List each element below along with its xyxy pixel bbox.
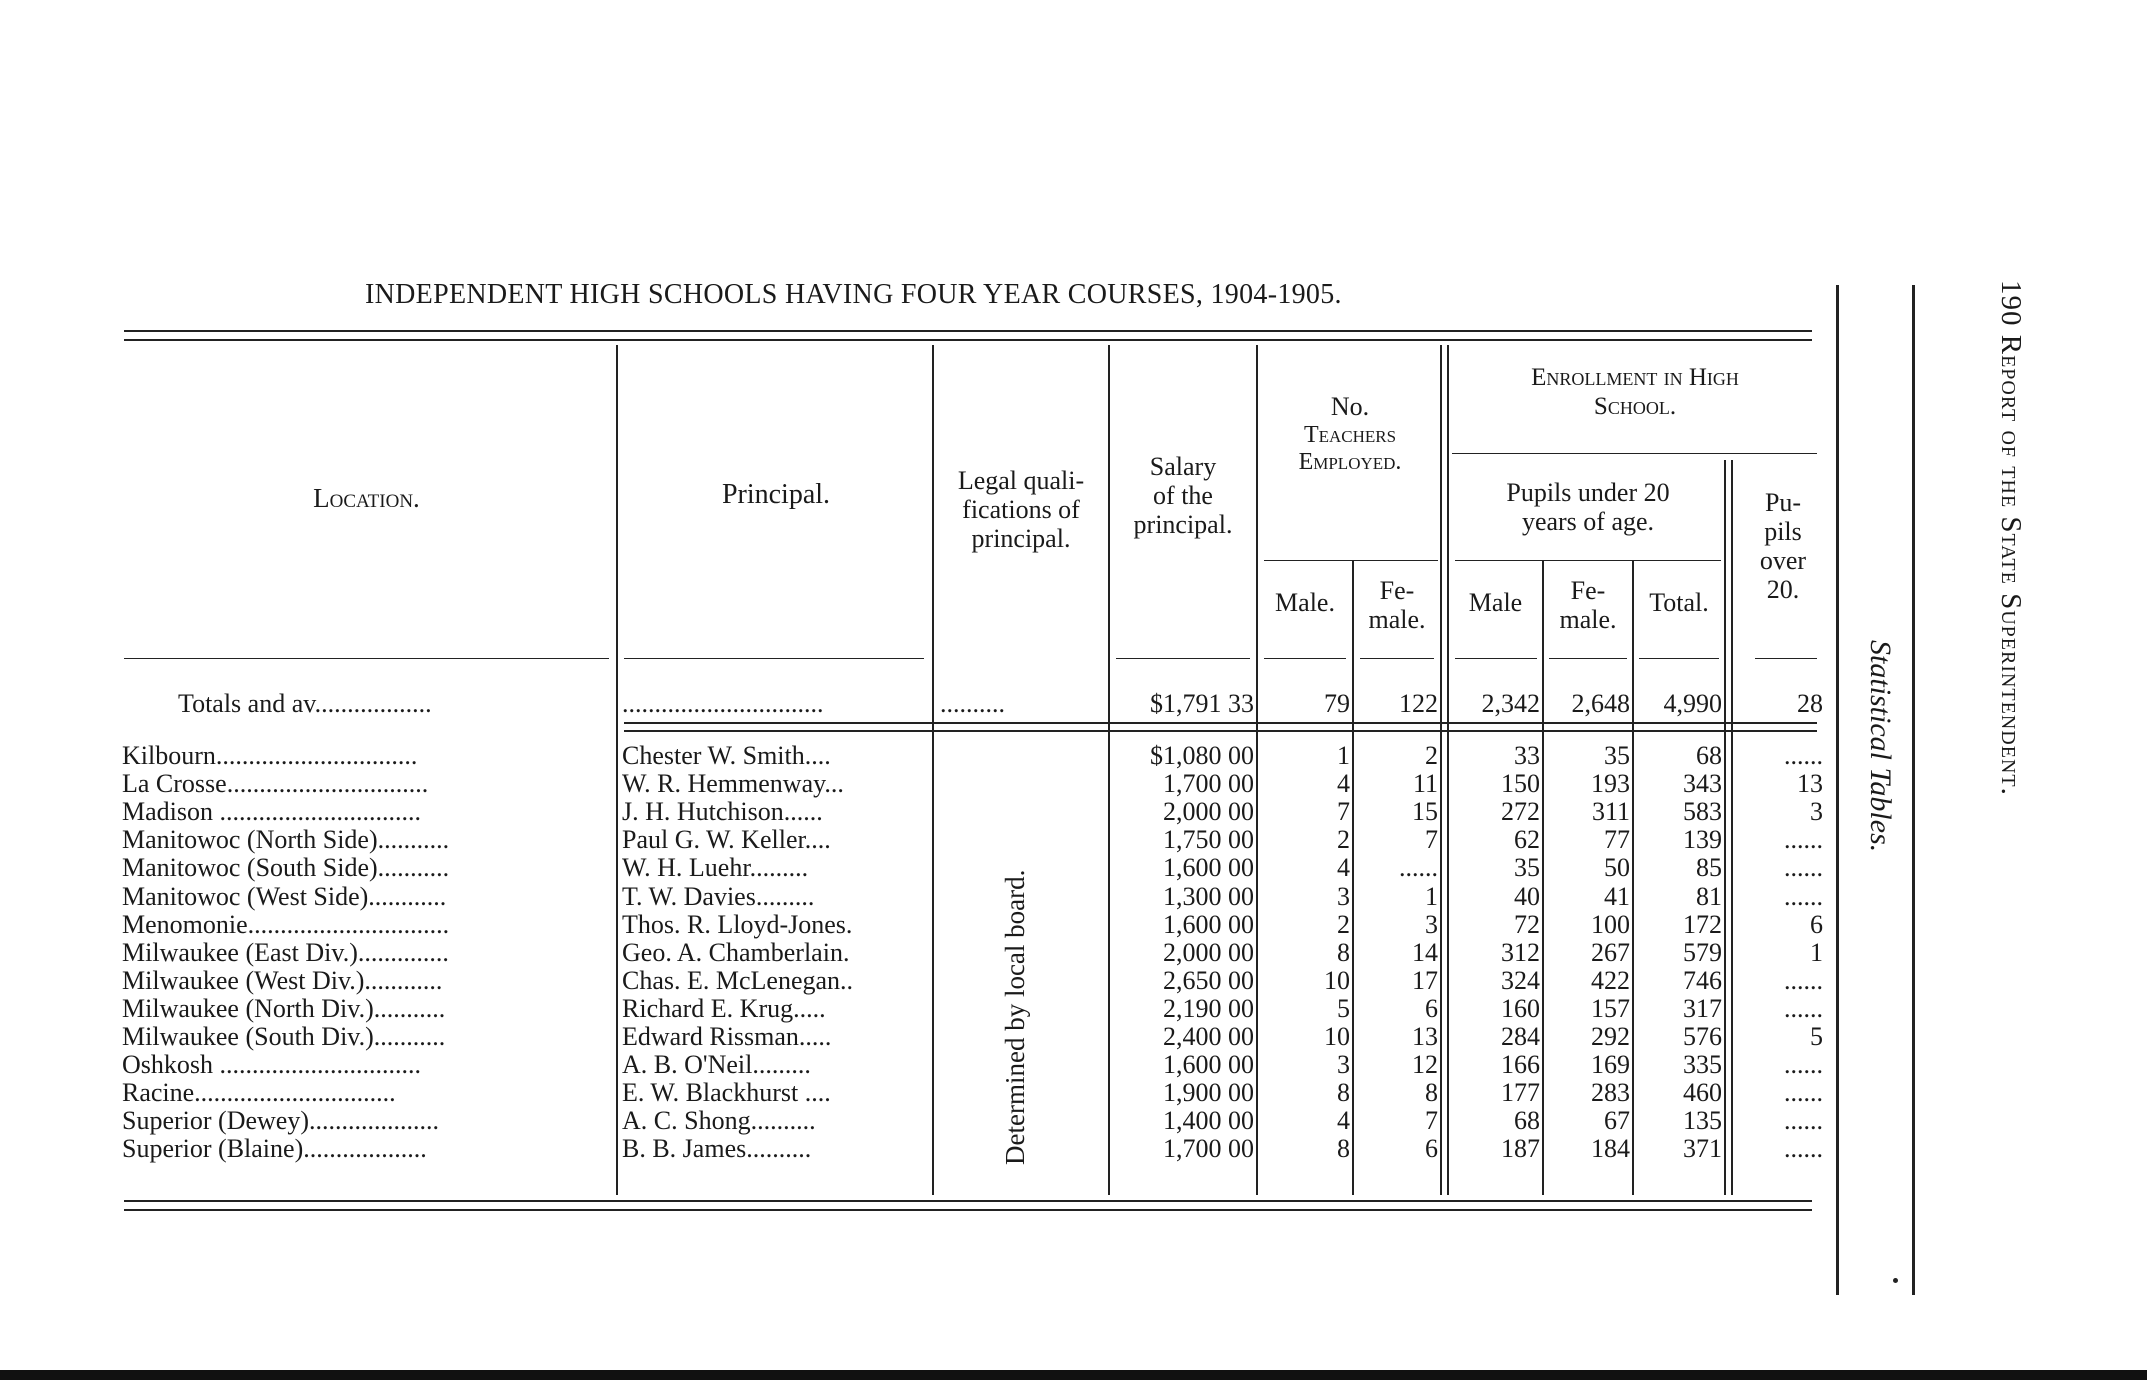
col-rule <box>1352 560 1354 1195</box>
cell-pupils-female: 292 <box>1591 1023 1630 1051</box>
cell-teachers-male: 5 <box>1337 995 1350 1023</box>
cell-teachers-female: 15 <box>1412 798 1438 826</box>
col-header-teachers-female-2: male. <box>1368 605 1426 634</box>
col-header-salary-3: principal. <box>1133 510 1233 539</box>
cell-pupils-total: 371 <box>1683 1135 1722 1163</box>
col-header-under20-1: Pupils under 20 <box>1506 478 1670 507</box>
cell-salary: 1,400 00 <box>1163 1107 1254 1135</box>
cell-pupils-total: 85 <box>1696 854 1722 882</box>
col-rule <box>1447 345 1449 1195</box>
cell-location: Menomonie............................... <box>122 911 450 939</box>
margin-dot <box>1893 1278 1898 1283</box>
cell-pupils-female: 67 <box>1604 1107 1630 1135</box>
cell-principal: Edward Rissman..... <box>622 1023 832 1051</box>
cell-salary: 1,600 00 <box>1163 911 1254 939</box>
legal-qualifications-note: Determined by local board. <box>1000 869 1030 1165</box>
col-header-teachers-2: Teachers <box>1303 422 1397 448</box>
cell-principal: W. H. Luehr......... <box>622 854 809 882</box>
cell-principal: T. W. Davies......... <box>622 883 815 911</box>
header-bottom-rule <box>1549 658 1627 659</box>
cell-teachers-male: 8 <box>1337 1135 1350 1163</box>
cell-pupils-male: 150 <box>1501 770 1540 798</box>
cell-teachers-male: 2 <box>1337 911 1350 939</box>
cell-over20: 3 <box>1810 798 1823 826</box>
section-subheading: Statistical Tables. <box>1864 640 1897 853</box>
cell-teachers-female: 11 <box>1412 770 1438 798</box>
cell-pupils-male: 35 <box>1514 854 1540 882</box>
cell-pupils-male: 187 <box>1501 1135 1540 1163</box>
cell-teachers-female: 3 <box>1425 911 1438 939</box>
table-bottom-rule-2 <box>124 1209 1812 1211</box>
cell-principal: Chas. E. McLenegan.. <box>622 967 854 995</box>
col-rule <box>616 345 618 1195</box>
header-bottom-rule <box>1755 658 1817 659</box>
col-header-teachers-male: Male. <box>1275 588 1335 617</box>
cell-principal: Paul G. W. Keller.... <box>622 826 831 854</box>
cell-teachers-male: 2 <box>1337 826 1350 854</box>
col-header-over20-2: pils <box>1764 517 1802 546</box>
cell-location: Milwaukee (North Div.)........... <box>122 995 446 1023</box>
cell-pupils-total: 335 <box>1683 1051 1722 1079</box>
cell-pupils-male: 272 <box>1501 798 1540 826</box>
header-bottom-rule <box>1116 658 1250 659</box>
header-bottom-rule <box>1639 658 1719 659</box>
cell-pupils-total: 172 <box>1683 911 1722 939</box>
cell-principal: B. B. James.......... <box>622 1135 812 1163</box>
cell-pupils-male: 72 <box>1514 911 1540 939</box>
table-top-rule-2 <box>124 339 1812 341</box>
header-bottom-rule <box>1360 658 1434 659</box>
cell-pupils-female: 311 <box>1591 798 1630 826</box>
cell-location: Kilbourn............................... <box>122 742 418 770</box>
cell-teachers-male: 8 <box>1337 1079 1350 1107</box>
cell-principal: J. H. Hutchison...... <box>622 798 823 826</box>
cell-pupils-female: 41 <box>1604 883 1630 911</box>
cell-principal: Thos. R. Lloyd-Jones. <box>622 911 853 939</box>
totals-teachers-female: 122 <box>1399 690 1438 718</box>
cell-salary: 1,300 00 <box>1163 883 1254 911</box>
cell-location: Manitowoc (North Side)........... <box>122 826 450 854</box>
cell-location: Manitowoc (South Side)........... <box>122 854 450 882</box>
totals-legal: .......... <box>940 690 1005 718</box>
cell-pupils-total: 460 <box>1683 1079 1722 1107</box>
cell-salary: 2,190 00 <box>1163 995 1254 1023</box>
cell-location: Superior (Dewey).................... <box>122 1107 439 1135</box>
col-header-over20-1: Pu- <box>1764 488 1802 517</box>
col-header-pupils-total: Total. <box>1649 588 1709 617</box>
cell-over20: ...... <box>1784 1051 1823 1079</box>
cell-location: Oshkosh ............................... <box>122 1051 422 1079</box>
cell-salary: $1,080 00 <box>1150 742 1254 770</box>
cell-pupils-male: 62 <box>1514 826 1540 854</box>
cell-pupils-male: 166 <box>1501 1051 1540 1079</box>
cell-teachers-female: 1 <box>1425 883 1438 911</box>
cell-pupils-total: 81 <box>1696 883 1722 911</box>
cell-pupils-total: 135 <box>1683 1107 1722 1135</box>
cell-salary: 2,650 00 <box>1163 967 1254 995</box>
margin-rule-left <box>1836 285 1839 1295</box>
cell-principal: A. B. O'Neil......... <box>622 1051 811 1079</box>
cell-teachers-female: 2 <box>1425 742 1438 770</box>
cell-teachers-male: 7 <box>1337 798 1350 826</box>
col-header-legal-3: principal. <box>971 524 1071 553</box>
cell-over20: 13 <box>1797 770 1823 798</box>
col-header-salary-1: Salary <box>1149 452 1217 481</box>
header-rule <box>1264 560 1438 561</box>
totals-principal: ............................... <box>622 690 824 718</box>
cell-pupils-male: 284 <box>1501 1023 1540 1051</box>
totals-pupils-total: 4,990 <box>1663 690 1722 718</box>
cell-principal: Chester W. Smith.... <box>622 742 831 770</box>
cell-pupils-total: 579 <box>1683 939 1722 967</box>
cell-teachers-male: 3 <box>1337 883 1350 911</box>
cell-pupils-female: 184 <box>1591 1135 1630 1163</box>
cell-over20: ...... <box>1784 883 1823 911</box>
cell-location: Milwaukee (South Div.)........... <box>122 1023 446 1051</box>
cell-pupils-male: 312 <box>1501 939 1540 967</box>
cell-over20: ...... <box>1784 1107 1823 1135</box>
cell-salary: 1,700 00 <box>1163 770 1254 798</box>
header-bottom-rule <box>1264 658 1346 659</box>
cell-teachers-female: 6 <box>1425 1135 1438 1163</box>
col-header-under20-2: years of age. <box>1521 507 1655 536</box>
cell-pupils-female: 283 <box>1591 1079 1630 1107</box>
page-title: INDEPENDENT HIGH SCHOOLS HAVING FOUR YEAR COURSES, 1904-1905. <box>365 279 1342 310</box>
cell-location: Milwaukee (East Div.).............. <box>122 939 449 967</box>
table-bottom-rule <box>124 1200 1812 1202</box>
running-head: 190 Report of the State Superintendent. <box>1995 280 2027 796</box>
cell-pupils-total: 583 <box>1683 798 1722 826</box>
col-header-pupils-female-1: Fe- <box>1570 576 1606 605</box>
cell-over20: 1 <box>1810 939 1823 967</box>
cell-pupils-female: 157 <box>1591 995 1630 1023</box>
col-header-enrollment-1: Enrollment in High <box>1531 364 1739 391</box>
cell-location: Racine............................... <box>122 1079 396 1107</box>
col-header-over20-3: over <box>1759 546 1807 575</box>
col-header-pupils-female-2: male. <box>1559 605 1617 634</box>
col-header-enrollment-2: School. <box>1593 393 1677 420</box>
cell-teachers-male: 1 <box>1337 742 1350 770</box>
col-rule <box>1724 460 1726 1195</box>
cell-pupils-total: 343 <box>1683 770 1722 798</box>
cell-pupils-male: 33 <box>1514 742 1540 770</box>
cell-pupils-female: 100 <box>1591 911 1630 939</box>
cell-teachers-female: 8 <box>1425 1079 1438 1107</box>
totals-teachers-male: 79 <box>1324 690 1350 718</box>
col-header-pupils-male: Male <box>1468 588 1523 617</box>
col-rule <box>1632 560 1634 1195</box>
col-header-legal-2: fications of <box>962 495 1080 524</box>
cell-teachers-female: 12 <box>1412 1051 1438 1079</box>
cell-pupils-female: 267 <box>1591 939 1630 967</box>
header-bottom-rule <box>124 658 609 659</box>
cell-pupils-total: 68 <box>1696 742 1722 770</box>
cell-principal: W. R. Hemmenway... <box>622 770 844 798</box>
cell-pupils-female: 35 <box>1604 742 1630 770</box>
cell-location: Manitowoc (West Side)............ <box>122 883 447 911</box>
cell-principal: E. W. Blackhurst .... <box>622 1079 831 1107</box>
scan-border <box>0 1370 2147 1380</box>
cell-over20: ...... <box>1784 1135 1823 1163</box>
cell-location: Superior (Blaine)................... <box>122 1135 427 1163</box>
col-header-over20-4: 20. <box>1766 575 1800 604</box>
cell-teachers-male: 4 <box>1337 854 1350 882</box>
cell-pupils-total: 576 <box>1683 1023 1722 1051</box>
cell-pupils-female: 77 <box>1604 826 1630 854</box>
totals-label: Totals and av.................. <box>178 690 432 718</box>
header-bottom-rule <box>1455 658 1537 659</box>
col-rule <box>1256 345 1258 1195</box>
col-header-principal: Principal. <box>721 479 831 510</box>
cell-over20: ...... <box>1784 967 1823 995</box>
cell-salary: 1,700 00 <box>1163 1135 1254 1163</box>
col-header-location: Location. <box>313 483 420 513</box>
cell-over20: ...... <box>1784 742 1823 770</box>
cell-pupils-male: 177 <box>1501 1079 1540 1107</box>
cell-over20: ...... <box>1784 854 1823 882</box>
cell-salary: 2,000 00 <box>1163 798 1254 826</box>
cell-teachers-male: 10 <box>1324 967 1350 995</box>
cell-teachers-female: 17 <box>1412 967 1438 995</box>
totals-pupils-male: 2,342 <box>1481 690 1540 718</box>
cell-pupils-male: 324 <box>1501 967 1540 995</box>
cell-pupils-female: 169 <box>1591 1051 1630 1079</box>
cell-location: La Crosse............................... <box>122 770 429 798</box>
cell-salary: 2,000 00 <box>1163 939 1254 967</box>
cell-over20: ...... <box>1784 1079 1823 1107</box>
cell-principal: Richard E. Krug..... <box>622 995 826 1023</box>
cell-teachers-male: 10 <box>1324 1023 1350 1051</box>
cell-pupils-male: 160 <box>1501 995 1540 1023</box>
cell-over20: ...... <box>1784 826 1823 854</box>
totals-pupils-female: 2,648 <box>1571 690 1630 718</box>
margin-rule-right <box>1912 285 1915 1295</box>
cell-salary: 1,750 00 <box>1163 826 1254 854</box>
cell-location: Milwaukee (West Div.)............ <box>122 967 443 995</box>
col-header-legal-1: Legal quali- <box>957 466 1085 495</box>
col-header-salary-2: of the <box>1153 481 1213 510</box>
cell-pupils-total: 139 <box>1683 826 1722 854</box>
cell-pupils-total: 746 <box>1683 967 1722 995</box>
cell-teachers-female: 13 <box>1412 1023 1438 1051</box>
cell-principal: A. C. Shong.......... <box>622 1107 816 1135</box>
cell-principal: Geo. A. Chamberlain. <box>622 939 850 967</box>
table-top-rule <box>124 330 1812 332</box>
totals-over20: 28 <box>1797 690 1823 718</box>
totals-rule <box>624 722 1817 724</box>
cell-teachers-female: 14 <box>1412 939 1438 967</box>
cell-over20: 6 <box>1810 911 1823 939</box>
cell-salary: 2,400 00 <box>1163 1023 1254 1051</box>
col-rule <box>1440 345 1442 1195</box>
header-bottom-rule <box>624 658 924 659</box>
cell-pupils-male: 68 <box>1514 1107 1540 1135</box>
cell-teachers-male: 8 <box>1337 939 1350 967</box>
cell-salary: 1,600 00 <box>1163 1051 1254 1079</box>
cell-salary: 1,600 00 <box>1163 854 1254 882</box>
totals-salary: $1,791 33 <box>1150 690 1254 718</box>
header-rule <box>1455 560 1721 561</box>
totals-rule <box>624 730 1817 732</box>
cell-pupils-female: 50 <box>1604 854 1630 882</box>
cell-teachers-male: 4 <box>1337 770 1350 798</box>
cell-teachers-male: 3 <box>1337 1051 1350 1079</box>
cell-teachers-male: 4 <box>1337 1107 1350 1135</box>
cell-pupils-female: 422 <box>1591 967 1630 995</box>
cell-teachers-female: 7 <box>1425 1107 1438 1135</box>
cell-over20: ...... <box>1784 995 1823 1023</box>
cell-teachers-female: ...... <box>1399 854 1438 882</box>
cell-pupils-total: 317 <box>1683 995 1722 1023</box>
cell-pupils-male: 40 <box>1514 883 1540 911</box>
cell-teachers-female: 6 <box>1425 995 1438 1023</box>
col-header-teachers-1: No. <box>1330 392 1370 421</box>
cell-location: Madison ............................... <box>122 798 421 826</box>
cell-teachers-female: 7 <box>1425 826 1438 854</box>
header-rule <box>1452 453 1817 454</box>
col-rule <box>1542 560 1544 1195</box>
col-header-teachers-female-1: Fe- <box>1379 576 1415 605</box>
cell-over20: 5 <box>1810 1023 1823 1051</box>
cell-pupils-female: 193 <box>1591 770 1630 798</box>
col-header-teachers-3: Employed. <box>1298 449 1402 475</box>
cell-salary: 1,900 00 <box>1163 1079 1254 1107</box>
